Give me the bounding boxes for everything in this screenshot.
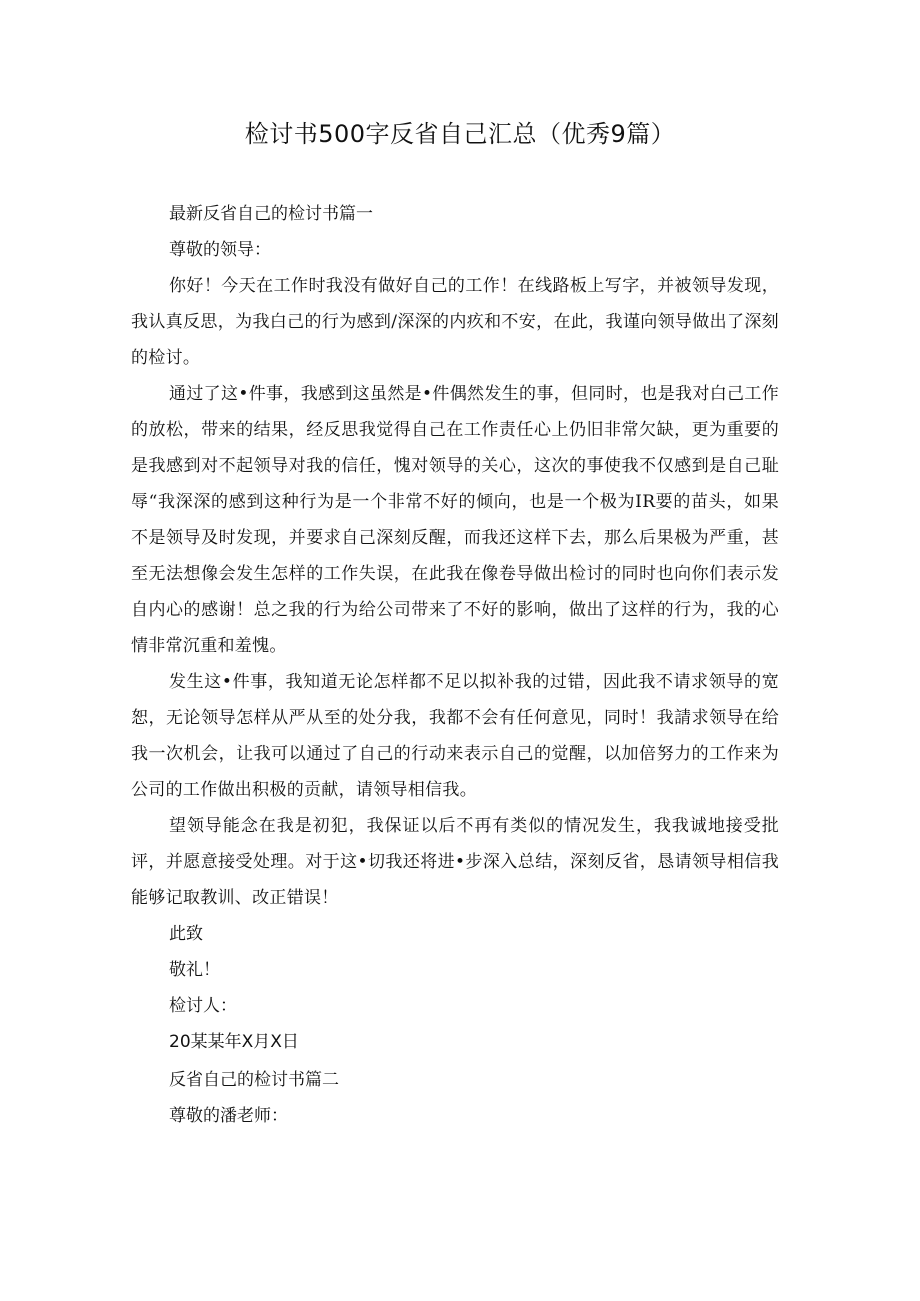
closing-line: 此致 <box>169 924 203 944</box>
section-heading: 最新反省自己的检讨书篇一 <box>169 204 373 224</box>
salutation: 尊敬的领导： <box>169 240 271 260</box>
date-line: 20某某年X月X日 <box>169 1032 299 1052</box>
salutation: 尊敬的潘老师： <box>169 1106 288 1126</box>
section-heading: 反省自己的检讨书篇二 <box>169 1070 339 1090</box>
document-body <box>131 196 779 1134</box>
paragraph: 通过了这•件事，我感到这虽然是•件偶然发生的事，但同时，也是我对白己工作的放松，带来的结果，经反思我觉得自己在工作责任心上仍旧非常欠缺，更为重要的是我感到对不起领导对我的信任，愧对领导的关心，这次的事使我不仅感到是自己耻辱“我深深的感到这种行为是一个非常不好的倾向，也是一个极为IR要的苗头，如果不是领导及时发现，并要求自己深刻反醒，而我还这样下去，那么后果极为严重，甚至无法想像会发生怎样的工作失误，在此我在像卷导做出检讨的同时也向你们表示发自内心的感谢！总之我的行为给公司带来了不好的影响，做出了这样的行为，我的心情非常沉重和羞愧。 <box>131 384 779 656</box>
signer-label: 检讨人： <box>169 996 237 1016</box>
page-title: 检讨书500字反省自己汇总（优秀9篇） <box>244 120 676 148</box>
paragraph: 发生这•件事，我知道无论怎样都不足以拟补我的过错，因此我不请求领导的宽恕，无论领导怎样从严从至的处分我，我都不会有任何意见，同时！我請求领导在给我一次机会，让我可以通过了自己的行动来表示自己的觉醒，以加倍努力的工作来为公司的工作做出积极的贡献，请领导相信我。 <box>131 672 779 800</box>
paragraph: 你好！今天在工作时我没有做好自己的工作！在线路板上写字，并被领导发现，我认真反思，为我白己的行为感到/深深的内疚和不安，在此，我谨向领导做出了深刻的检讨。 <box>131 276 779 368</box>
paragraph: 望领导能念在我是初犯，我保证以后不再有类似的情况发生，我我诚地接受批评，并愿意接受处理。对于这•切我还将进•步深入总结，深刻反省，恳请领导相信我能够记取教训、改正错误！ <box>131 816 779 908</box>
closing-line: 敬礼！ <box>169 960 220 980</box>
